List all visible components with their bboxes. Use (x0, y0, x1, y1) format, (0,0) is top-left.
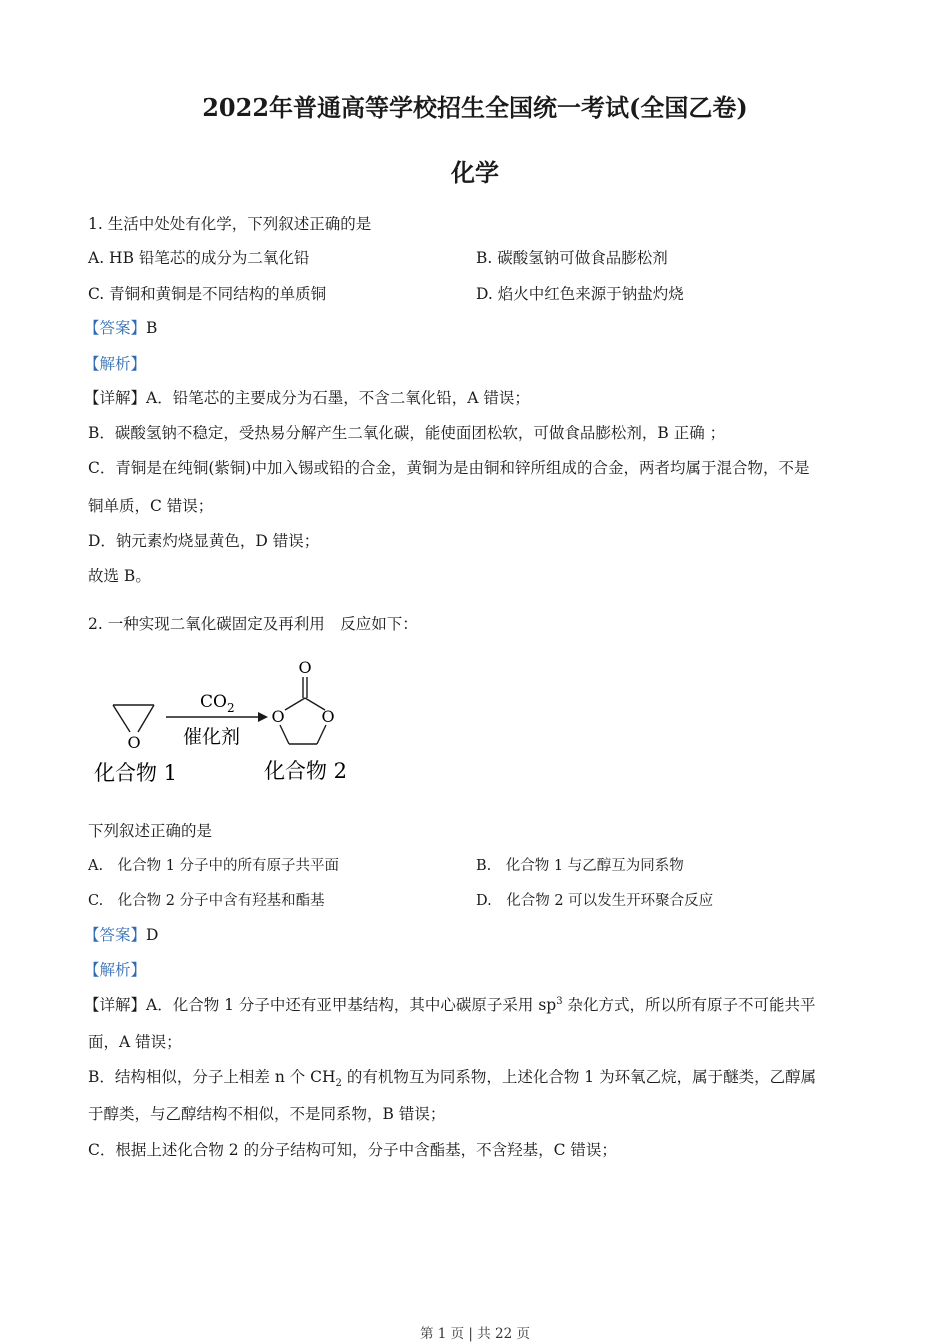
subject-title: 化学 (451, 158, 499, 187)
ring-bond-o2-c (317, 725, 326, 744)
q1-analysis-label: 【解析】 (84, 355, 147, 373)
q2-detail-a-line2: 面，A 错误； (88, 1033, 182, 1051)
epoxide-bond-left (113, 705, 130, 732)
compound-1-label: 化合物 1 (94, 761, 178, 785)
q1-detail-a (84, 386, 530, 408)
detail-a-text: A．铅笔芯的主要成分为石墨，不含二氧化铅，A 错误； (146, 389, 530, 407)
q1-detail-d: D．钠元素灼烧显黄色，D 错误； (88, 532, 320, 550)
epoxide-bond-right (138, 705, 154, 732)
q2-analysis-label: 【解析】 (84, 961, 147, 979)
detail-label: 【详解】 (84, 996, 147, 1014)
detail-b-text: B．结构相似，分子上相差 n 个 CH (88, 1068, 336, 1086)
detail-b-text-rest: 的有机物互为同系物，上述化合物 1 为环氧乙烷，属于醚类，乙醇属 (341, 1068, 817, 1086)
epoxide-oxygen: O (127, 733, 141, 752)
q1-conclusion: 故选 B。 (88, 567, 151, 585)
q2-stem: 2. 一种实现二氧化碳固定及再利用 反应如下： (88, 615, 418, 633)
compound-2-label: 化合物 2 (264, 759, 348, 783)
answer-label: 【答案】 (84, 926, 147, 944)
q1-answer (84, 316, 157, 338)
q2-detail-b-line2: 于醇类，与乙醇结构不相似，不是同系物，B 错误； (88, 1105, 446, 1123)
q1-option-c: C. 青铜和黄铜是不同结构的单质铜 (88, 285, 327, 303)
carbonyl-oxygen: O (298, 658, 312, 677)
q1-option-d: D. 焰火中红色来源于钠盐灼烧 (476, 285, 684, 303)
q2-detail-a-line1 (84, 993, 816, 1015)
detail-label: 【详解】 (84, 389, 147, 407)
answer-label: 【答案】 (84, 319, 147, 337)
q1-detail-c-line1: C．青铜是在纯铜(紫铜)中加入锡或铅的合金，黄铜为是由铜和锌所组成的合金，两者均属于混合物，不是 (88, 459, 810, 477)
reaction-scheme (88, 650, 378, 790)
q2-option-c: C. 化合物 2 分子中含有羟基和酯基 (88, 893, 325, 909)
arrow-head (258, 712, 268, 722)
q1-detail-b: B．碳酸氢钠不稳定，受热易分解产生二氧化碳，能使面团松软，可做食品膨松剂，B 正确 ； (88, 424, 726, 442)
answer-value: B (146, 319, 158, 337)
q1-option-a: A. HB 铅笔芯的成分为二氧化铅 (88, 249, 310, 267)
ring-bond-c-o1 (285, 698, 305, 710)
detail-a-text-rest: 杂化方式，所以所有原子不可能共平 (562, 996, 816, 1014)
q2-option-a: A. 化合物 1 分子中的所有原子共平面 (88, 858, 340, 874)
ring-bond-o1-c (280, 725, 289, 744)
answer-value: D (146, 926, 159, 944)
reagent-co2: $CO_2$ (200, 692, 235, 715)
q2-lead: 下列叙述正确的是 (88, 822, 213, 840)
q1-detail-c-line2: 铜单质，C 错误； (88, 497, 214, 515)
ring-oxygen-left: O (271, 707, 285, 726)
page-title: 2022年普通高等学校招生全国统一考试(全国乙卷) (202, 93, 748, 122)
subscript: 2 (335, 1078, 342, 1090)
q1-option-b: B. 碳酸氢钠可做食品膨松剂 (476, 249, 668, 267)
q1-stem: 1. 生活中处处有化学，下列叙述正确的是 (88, 215, 372, 233)
catalyst-label: 催化剂 (183, 726, 241, 748)
page-footer: 第 1 页 | 共 22 页 (419, 1326, 531, 1342)
superscript: 3 (556, 995, 563, 1007)
q2-detail-c: C．根据上述化合物 2 的分子结构可知，分子中含酯基，不含羟基，C 错误； (88, 1141, 617, 1159)
q2-answer (84, 923, 158, 945)
detail-a-text: A．化合物 1 分子中还有亚甲基结构，其中心碳原子采用 sp (146, 996, 557, 1014)
ring-oxygen-right: O (321, 707, 335, 726)
q2-option-b: B. 化合物 1 与乙醇互为同系物 (476, 858, 684, 874)
q2-detail-b-line1 (88, 1065, 817, 1090)
q2-option-d: D. 化合物 2 可以发生开环聚合反应 (476, 893, 714, 909)
